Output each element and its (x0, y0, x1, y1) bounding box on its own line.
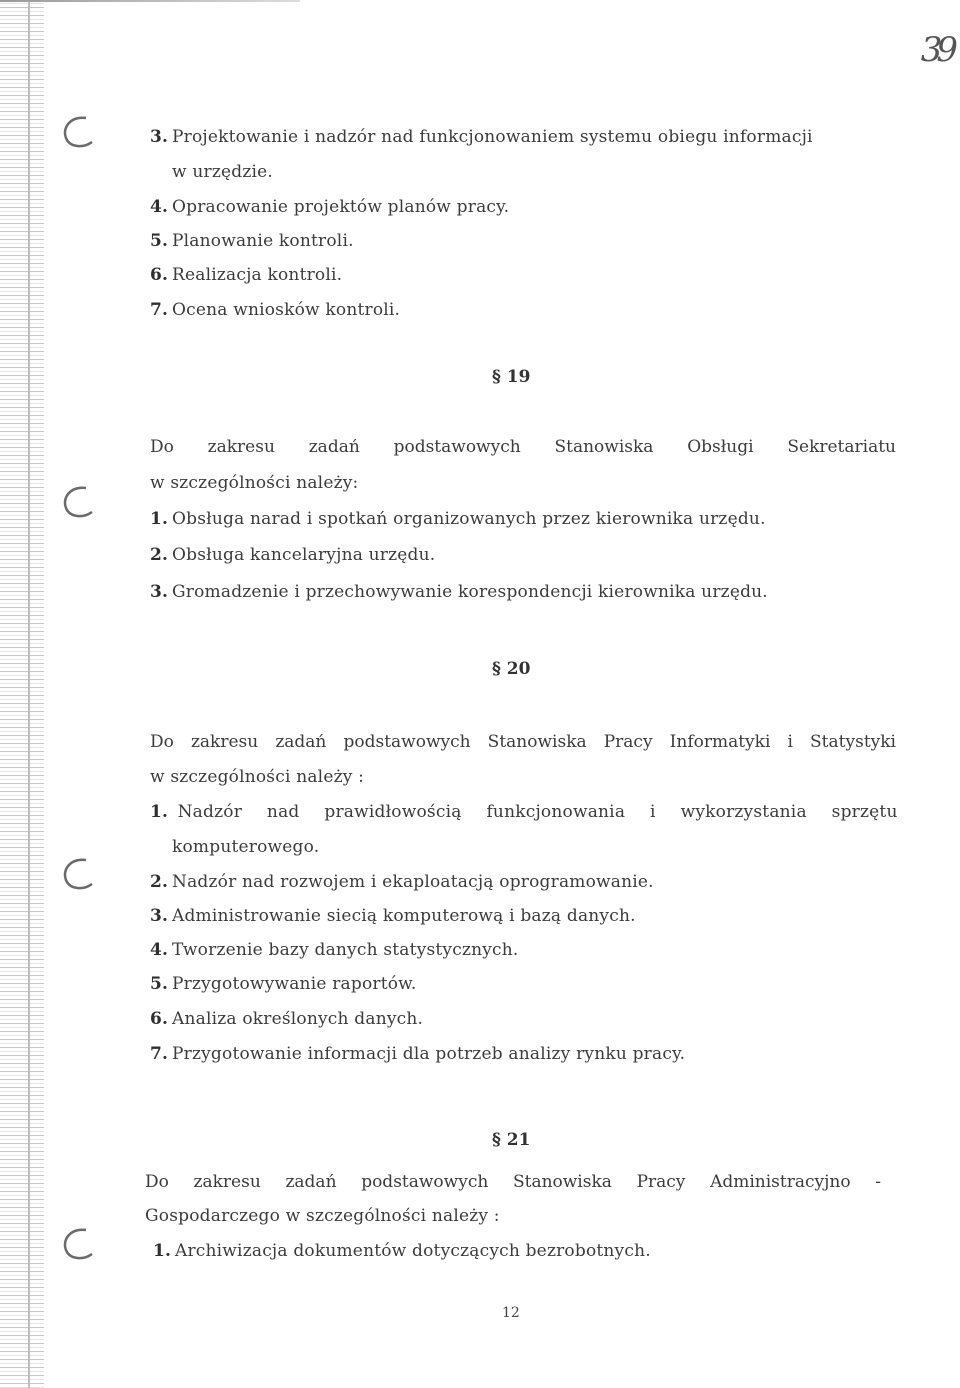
list-item (150, 126, 813, 148)
item-number: 6. (150, 265, 169, 285)
page-number: 12 (502, 1305, 520, 1321)
section-intro: Do zakresu zadań podstawowych Stanowiska Pracy Administracyjno - (145, 1172, 881, 1192)
item-text: Nadzór nad rozwojem i ekaploatacją oprogramowanie. (172, 872, 654, 892)
list-item (150, 196, 509, 218)
item-number: 1. (153, 1241, 172, 1261)
item-text: Obsługa kancelaryjna urzędu. (172, 545, 436, 565)
section-intro: w szczególności należy : (150, 767, 365, 787)
list-item (150, 1043, 685, 1065)
section-intro: Do zakresu zadań podstawowych Stanowiska Obsługi Sekretariatu (150, 437, 896, 457)
section-heading-19: § 19 (492, 367, 531, 387)
section-intro: Gospodarczego w szczególności należy : (145, 1206, 500, 1226)
scan-binding-edge (0, 0, 44, 1388)
item-text: Nadzór nad prawidłowością funkcjonowania i wykorzystania sprzętu (177, 802, 898, 822)
section-intro: Do zakresu zadań podstawowych Stanowiska Pracy Informatyki i Statystyki (150, 732, 896, 752)
list-item (153, 1240, 651, 1262)
punch-hole-icon (56, 110, 100, 154)
item-number: 4. (150, 940, 169, 960)
section-intro: w szczególności należy: (150, 473, 359, 493)
item-text: Obsługa narad i spotkań organizowanych przez kierownika urzędu. (172, 509, 766, 529)
punch-hole-icon (56, 1222, 100, 1266)
list-item (150, 299, 400, 321)
item-text: Archiwizacja dokumentów dotyczących bezrobotnych. (175, 1241, 651, 1261)
item-number: 5. (150, 231, 169, 251)
item-text: Analiza określonych danych. (172, 1009, 424, 1029)
item-text: Gromadzenie i przechowywanie korespondencji kierownika urzędu. (172, 582, 768, 602)
item-number: 6. (150, 1009, 169, 1029)
list-item (150, 905, 636, 927)
item-number: 3. (150, 582, 169, 602)
handwritten-page-mark: 39 (920, 30, 952, 70)
item-number: 7. (150, 1044, 169, 1064)
section-heading-20: § 20 (492, 659, 531, 679)
list-item (150, 544, 435, 566)
punch-hole-icon (56, 480, 100, 524)
item-text: Administrowanie siecią komputerową i bazą danych. (172, 906, 636, 926)
item-text: Projektowanie i nadzór nad funkcjonowaniem systemu obiegu informacji (172, 127, 813, 147)
item-number: 1. (150, 802, 169, 822)
list-item (150, 801, 896, 823)
list-item-continuation (172, 161, 273, 183)
list-item-continuation: komputerowego. (172, 837, 320, 857)
item-text: Planowanie kontroli. (172, 231, 354, 251)
item-number: 1. (150, 509, 169, 529)
item-number: 2. (150, 872, 169, 892)
list-item (150, 230, 354, 252)
list-item (150, 508, 766, 530)
list-item (150, 871, 654, 893)
section-heading-21: § 21 (492, 1130, 531, 1150)
list-item (150, 1008, 423, 1030)
punch-hole-icon (56, 852, 100, 896)
item-text: Realizacja kontroli. (172, 265, 343, 285)
item-number: 3. (150, 906, 169, 926)
item-text: Przygotowanie informacji dla potrzeb analizy rynku pracy. (172, 1044, 686, 1064)
item-number: 7. (150, 300, 169, 320)
scan-top-edge (0, 0, 300, 2)
list-item (150, 939, 519, 961)
item-text: Przygotowywanie raportów. (172, 974, 417, 994)
list-item (150, 973, 417, 995)
item-number: 3. (150, 127, 169, 147)
item-text: Tworzenie bazy danych statystycznych. (172, 940, 519, 960)
list-item (150, 264, 342, 286)
item-number: 4. (150, 197, 169, 217)
item-number: 5. (150, 974, 169, 994)
item-text: Ocena wniosków kontroli. (172, 300, 401, 320)
item-number: 2. (150, 545, 169, 565)
item-text: w urzędzie. (172, 162, 273, 182)
list-item (150, 581, 768, 603)
item-text: Opracowanie projektów planów pracy. (172, 197, 510, 217)
